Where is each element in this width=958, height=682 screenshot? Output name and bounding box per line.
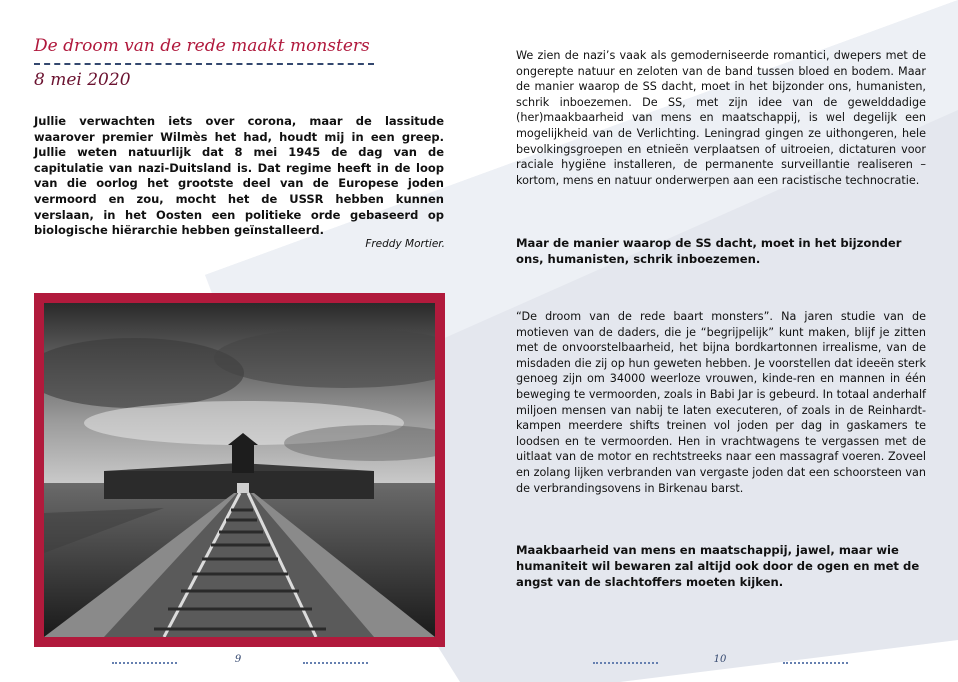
article-date: 8 mei 2020 (34, 70, 131, 90)
railway-photo (44, 303, 435, 637)
body-paragraph-1: We zien de nazi’s vaak als gemoderniseerde romantici, dwepers met de ongerepte natuur en zeloten van de band tussen bloed en bodem. Maar de manier waarop de SS dacht, moet in het bijzonder ons, humanisten, schrik inboezemen. De SS, met zijn idee van de gewelddadige (her)maakbaarheid van mens en maatschappij, is wel degelijk een mogelijkheid van de Verlichting. Leningrad gingen ze uithongeren, hele bevolkingsgroepen en etnieën verplaatsen of uitroeien, dictaturen voor raciale hygiëne installeren, de permanente surveillantie realiseren – kortom, mens en natuur onderwerpen aan een racistische technocratie. (516, 49, 926, 187)
right-page-footer (479, 654, 958, 674)
dashed-divider (34, 63, 374, 65)
author-signature: Freddy Mortier. (365, 238, 445, 250)
right-page (479, 0, 958, 682)
footer-dots-left (593, 662, 658, 664)
page-number: 10 (713, 654, 727, 665)
article-title: De droom van de rede maakt monsters (34, 36, 370, 56)
footer-dots-left (112, 662, 177, 664)
left-page-footer (0, 654, 479, 674)
body-paragraph-2: “De droom van de rede baart monsters”. Na jaren studie van de motieven van de daders, die je “begrijpelijk” kunt maken, blijf je zitten met de onvoorstelbaarheid, het bijna bordkartonnen irrealisme, van de misdaden die zij op hun geweten hebben. Je voorstellen dat ideeën sterk genoeg zijn om 34000 weerloze vrouwen, kinde-ren en mannen in één beweging te vermoorden, zoals in Babi Jar is gebeurd. In totaal anderhalf miljoen mensen van nabij te laten executeren, of zoals in de Reinhardt-kampen meerdere shifts treinen vol joden per dag in gaskamers te loodsen en te vermoorden. Hen in vrachtwagens te vergassen met de uitlaat van de motor en rechtstreeks naar een massagraf voeren. Zoveel en zolang lijken verbranden van vergaste joden dat een schoorsteen van de verbrandingsovens in Birkenau barst. (516, 310, 926, 495)
pull-quote-2: Maakbaarheid van mens en maatschappij, jawel, maar wie humaniteit wil bewaren zal altijd ook door de ogen en met de angst van de slachtoffers moeten kijken. (516, 543, 920, 589)
pull-quote-1: Maar de manier waarop de SS dacht, moet in het bijzonder ons, humanisten, schrik inboezemen. (516, 236, 902, 266)
photo-frame (34, 293, 445, 647)
intro-paragraph: Jullie verwachten iets over corona, maar de lassitude waarover premier Wilmès het had, houdt mij in een greep. Jullie weten natuurlijk dat 8 mei 1945 de dag van de capitulatie van nazi-Duitsland is. Dat regime heeft in de loop van die oorlog het grootste deel van de Europese joden vermoord en zou, mocht het de USSR hebben kunnen verslaan, in het Oosten een politieke orde gebaseerd op biologische hiërarchie hebben geïnstalleerd. (34, 114, 444, 238)
footer-dots-right (303, 662, 368, 664)
footer-dots-right (783, 662, 848, 664)
page-number: 9 (234, 654, 242, 665)
